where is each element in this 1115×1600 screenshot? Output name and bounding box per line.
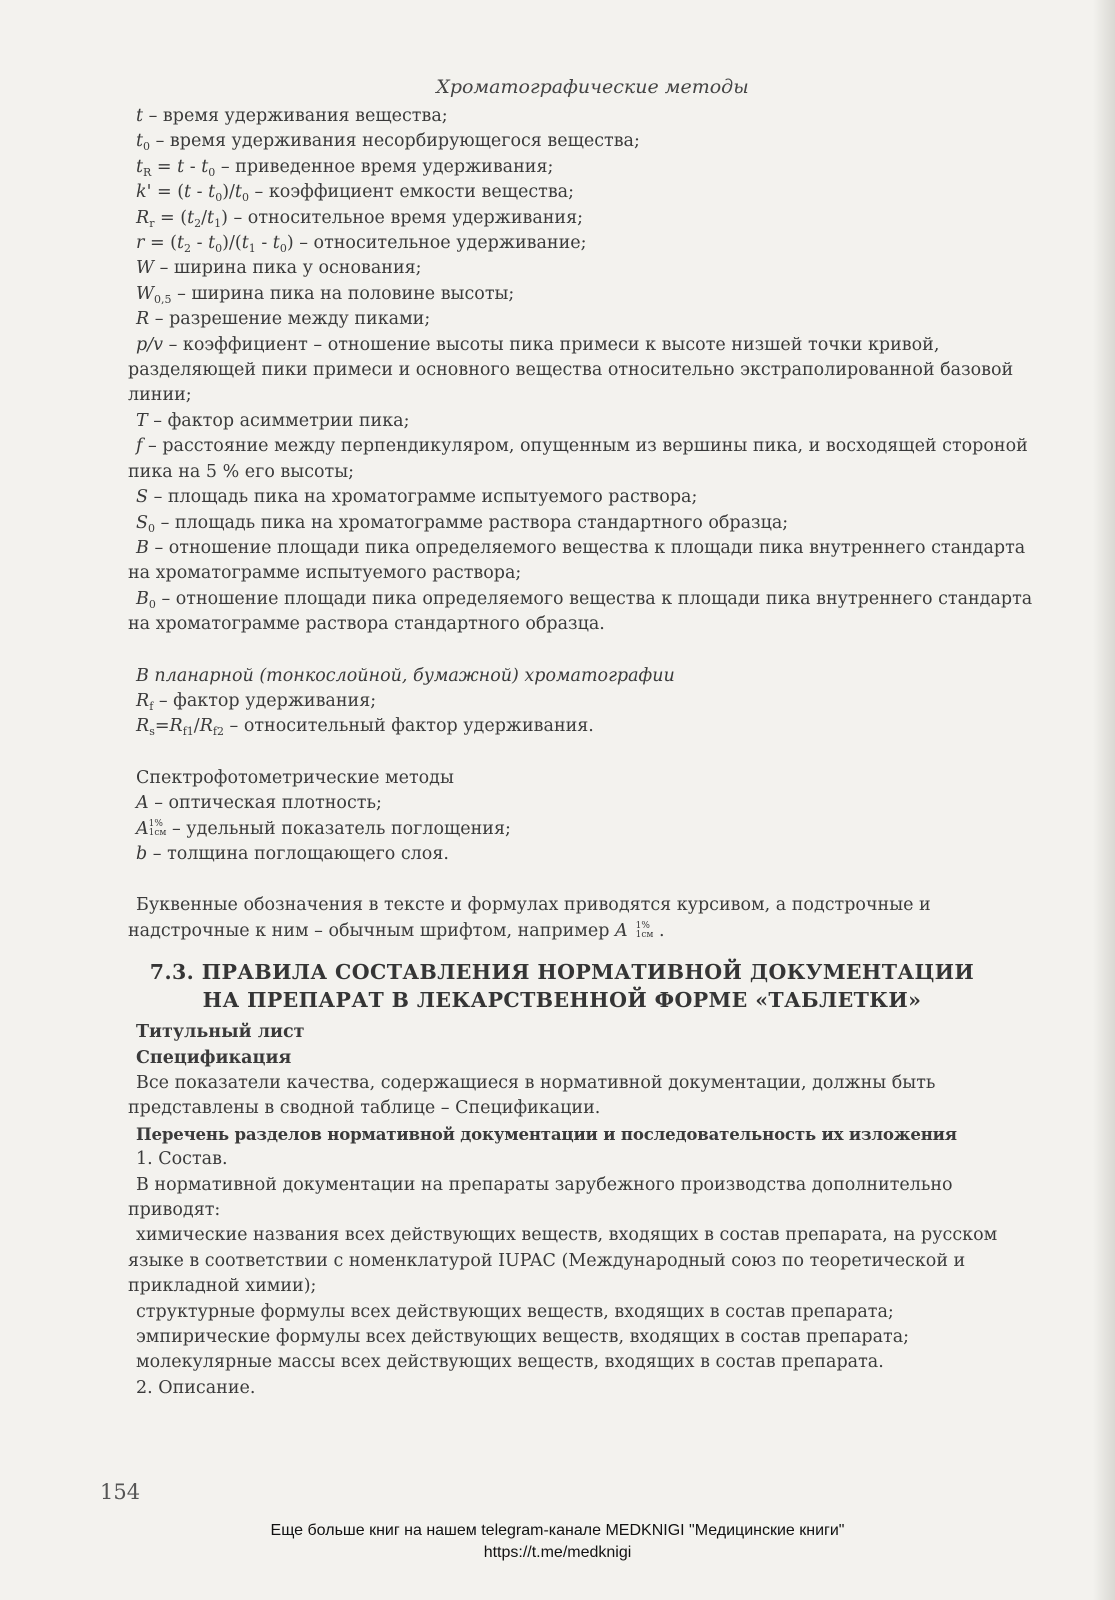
title-page-heading: Титульный лист <box>136 1022 305 1043</box>
def-b: b – толщина поглощающего слоя. <box>136 843 449 864</box>
def-S: S – площадь пика на хроматограмме испытуемого раствора; <box>136 487 698 508</box>
def-rs: $R_s=R_{f1}/R_{f2}$ – относительный фактор удерживания. <box>136 716 594 739</box>
chem-paragraph: химические названия всех действующих веществ, входящих в состав препарата, на русском языке в соответствии с номенклатурой IUPAC (Международный союз по теоретической и прикладной химии); <box>128 1225 998 1297</box>
struct-line: структурные формулы всех действующих веществ, входящих в состав препарата; <box>136 1301 894 1322</box>
def-r: $r = (t_2 - t_0)/(t_1 - t_0)$ – относительное удерживание; <box>136 233 587 256</box>
def-k: $k' = (t - t_0)/t_0$ – коэффициент емкости вещества; <box>136 182 575 205</box>
page-gutter-shadow <box>1093 0 1115 1600</box>
telegram-footer <box>0 1520 1115 1564</box>
def-t0: $t_0$ – время удерживания несорбирующегося вещества; <box>136 131 640 154</box>
def-pv: p/v – коэффициент – отношение высоты пика примеси к высоте низшей точки кривой, разделяющей пики примеси и основного вещества относительно экстраполированной базовой линии; <box>128 334 1014 406</box>
def-rr: $R_r = (t_2/t_1)$ – относительное время удерживания; <box>136 207 584 230</box>
section-title-line2: НА ПРЕПАРАТ В ЛЕКАРСТВЕННОЙ ФОРМЕ «ТАБЛЕТКИ» <box>202 988 922 1013</box>
def-S0: $S_0$ – площадь пика на хроматограмме раствора стандартного образца; <box>136 512 789 535</box>
def-T: T – фактор асимметрии пика; <box>136 410 410 431</box>
def-t: t – время удерживания вещества; <box>136 106 448 126</box>
page-number: 154 <box>100 1480 141 1504</box>
def-w05: $W_{0,5}$ – ширина пика на половине высоты; <box>136 283 515 306</box>
spec-paragraph: Все показатели качества, содержащиеся в нормативной документации, должны быть представлены в сводной таблице – Спецификации. <box>128 1073 936 1119</box>
planar-heading: В планарной (тонкослойной, бумажной) хроматографии <box>136 665 675 686</box>
section-title-line1: 7.3. ПРАВИЛА СОСТАВЛЕНИЯ НОРМАТИВНОЙ ДОКУМЕНТАЦИИ <box>149 960 975 985</box>
def-B: B – отношение площади пика определяемого вещества к площади пика внутреннего стандарта на хроматограмме испытуемого раствора; <box>128 537 1026 584</box>
def-tr: $t_R = t - t_0$ – приведенное время удерживания; <box>136 156 554 179</box>
foreign-paragraph: В нормативной документации на препараты зарубежного производства дополнительно приводят: <box>128 1174 953 1221</box>
spec-heading: Спецификация <box>136 1047 292 1068</box>
def-A1: A 1% 1см – удельный показатель поглощения; <box>136 818 511 839</box>
section-title <box>128 958 1036 1014</box>
sections-heading: Перечень разделов нормативной документации и последовательность их изложения <box>136 1123 957 1144</box>
def-rf: $R_f$ – фактор удерживания; <box>136 690 377 713</box>
running-head: Хроматографические методы <box>436 76 749 98</box>
def-w: W – ширина пика у основания; <box>136 258 422 279</box>
item-2: 2. Описание. <box>136 1377 256 1398</box>
empir-line: эмпирические формулы всех действующих веществ, входящих в состав препарата; <box>136 1327 910 1348</box>
def-A: A – оптическая плотность; <box>136 793 382 814</box>
footer-link[interactable]: https://t.me/medknigi <box>483 1544 632 1561</box>
page-body <box>128 104 1036 1401</box>
letters-paragraph: Буквенные обозначения в тексте и формулах приводятся курсивом, а подстрочные и надстрочные к ним – обычным шрифтом, например A 1% 1см . <box>128 895 931 941</box>
def-f: f – расстояние между перпендикуляром, опущенным из вершины пика, и восходящей стороной пика на 5 % его высоты; <box>128 436 1028 482</box>
def-resolution: R – разрешение между пиками; <box>136 309 431 330</box>
def-B0: $B_0$ – отношение площади пика определяемого вещества к площади пика внутреннего стандарта на хроматограмме раствора стандартного образца. <box>128 588 1033 635</box>
spectro-heading: Спектрофотометрические методы <box>136 767 454 788</box>
footer-promo-text: Еще больше книг на нашем telegram-канале MEDKNIGI "Медицинские книги" <box>270 1522 845 1539</box>
mol-line: молекулярные массы всех действующих веществ, входящих в состав препарата. <box>136 1352 884 1373</box>
item-1: 1. Состав. <box>136 1149 228 1170</box>
